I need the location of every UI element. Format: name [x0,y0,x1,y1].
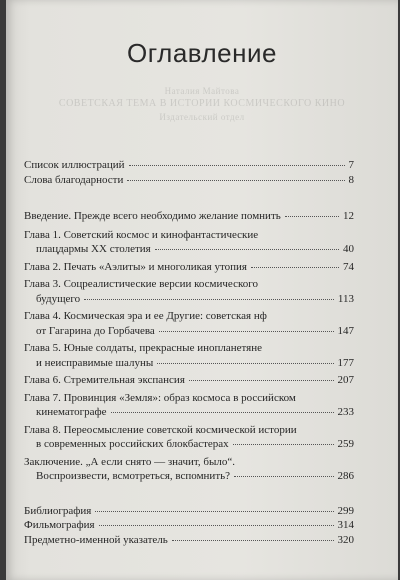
dot-leader [157,362,333,364]
toc-entry-title: кинематографе [36,406,107,418]
toc-entry-title: от Гагарина до Горбачева [36,324,155,337]
toc-entry-title: Фильмография [24,519,95,531]
toc-page-number: 233 [337,406,354,418]
dot-leader [155,248,339,250]
toc-entry[interactable] [24,341,354,370]
toc-entry-title: будущего [36,292,81,305]
toc-page-number: 12 [343,210,354,222]
toc-entry-title: и неисправимые шалуны [36,356,154,369]
toc-page-number: 207 [337,374,354,386]
toc-entry-title: Введение. Прежде всего необходимо желание помнить [24,210,281,222]
bleed-through-text: СОВЕТСКАЯ ТЕМА В ИСТОРИИ КОСМИЧЕСКОГО КИНО [58,98,346,109]
dot-leader [251,266,339,268]
toc-entry-title: Глава 8. Переосмысление советской космической истории [24,423,297,436]
toc-page-number: 113 [337,292,354,305]
toc-page-number: 177 [337,356,354,369]
toc-page-number: 74 [343,260,354,273]
toc-entry-title: Слова благодарности [24,173,124,186]
dot-leader [233,443,334,445]
dot-leader [99,524,334,526]
toc-entry-title: Глава 4. Космическая эра и ее Другие: советская нф [24,310,267,322]
toc-entry-title: Глава 1. Советский космос и кинофантастические [24,228,259,241]
dot-leader [84,298,334,300]
toc-page-number: 320 [337,533,354,546]
toc-entry-title: в современных российских блокбастерах [36,438,229,450]
toc-entry[interactable] [24,455,354,484]
toc-entry[interactable] [24,173,354,188]
toc-entry[interactable] [24,391,354,420]
toc-entry[interactable] [24,209,354,224]
dot-leader [285,215,339,217]
dot-leader [127,179,344,181]
toc-entry[interactable] [24,260,354,275]
toc-entry[interactable] [24,533,354,548]
toc-entry-title: Предметно-именной указатель [24,533,168,546]
dot-leader [234,475,333,477]
toc-entry-title: Глава 2. Печать «Аэлиты» и многоликая утопия [24,260,247,273]
toc-page-number: 8 [348,173,354,186]
toc-page-number: 147 [337,324,354,337]
toc-entry[interactable] [24,158,354,173]
toc-entry-title: Библиография [24,504,92,517]
toc-entry[interactable] [24,228,354,257]
toc-entry[interactable] [24,518,354,533]
page-title: Оглавление [127,38,277,68]
toc-entry[interactable] [24,504,354,519]
toc-entry-title: Воспроизвести, всмотреться, вспомнить? [36,470,231,482]
toc-entry-title: Список иллюстраций [24,159,125,171]
toc-page-number: 286 [337,470,354,482]
bleed-through-text: Издательский отдел [159,112,245,122]
toc-entry-title: Глава 7. Провинция «Земля»: образ космоса в российском [24,391,296,404]
toc-entry[interactable] [24,309,354,338]
toc-page-number: 314 [337,519,354,531]
toc-entry-title: Глава 3. Соцреалистические версии космического [24,278,258,290]
dot-leader [159,330,334,332]
toc-entry-title: плацдармы XX столетия [36,243,151,255]
toc-entry-title: Глава 6. Стремительная экспансия [24,374,185,386]
bleed-through-text: Наталия Майтова [164,86,240,96]
toc-page-number: 299 [337,504,354,517]
dot-leader [172,539,334,541]
toc-entry-title: Глава 5. Юные солдаты, прекрасные инопланетяне [24,342,262,354]
toc-entry[interactable] [24,423,354,452]
dot-leader [111,411,334,413]
table-of-contents [24,158,354,547]
dot-leader [129,164,345,166]
toc-entry[interactable] [24,277,354,306]
toc-entry-title: Заключение. „А если снято — значит, было“. [24,455,236,468]
dot-leader [189,379,334,381]
toc-entry[interactable] [24,373,354,388]
toc-page-number: 7 [348,159,354,171]
toc-page-number: 259 [337,438,354,450]
toc-page-number: 40 [343,243,354,255]
dot-leader [95,510,333,512]
book-page [6,0,398,580]
